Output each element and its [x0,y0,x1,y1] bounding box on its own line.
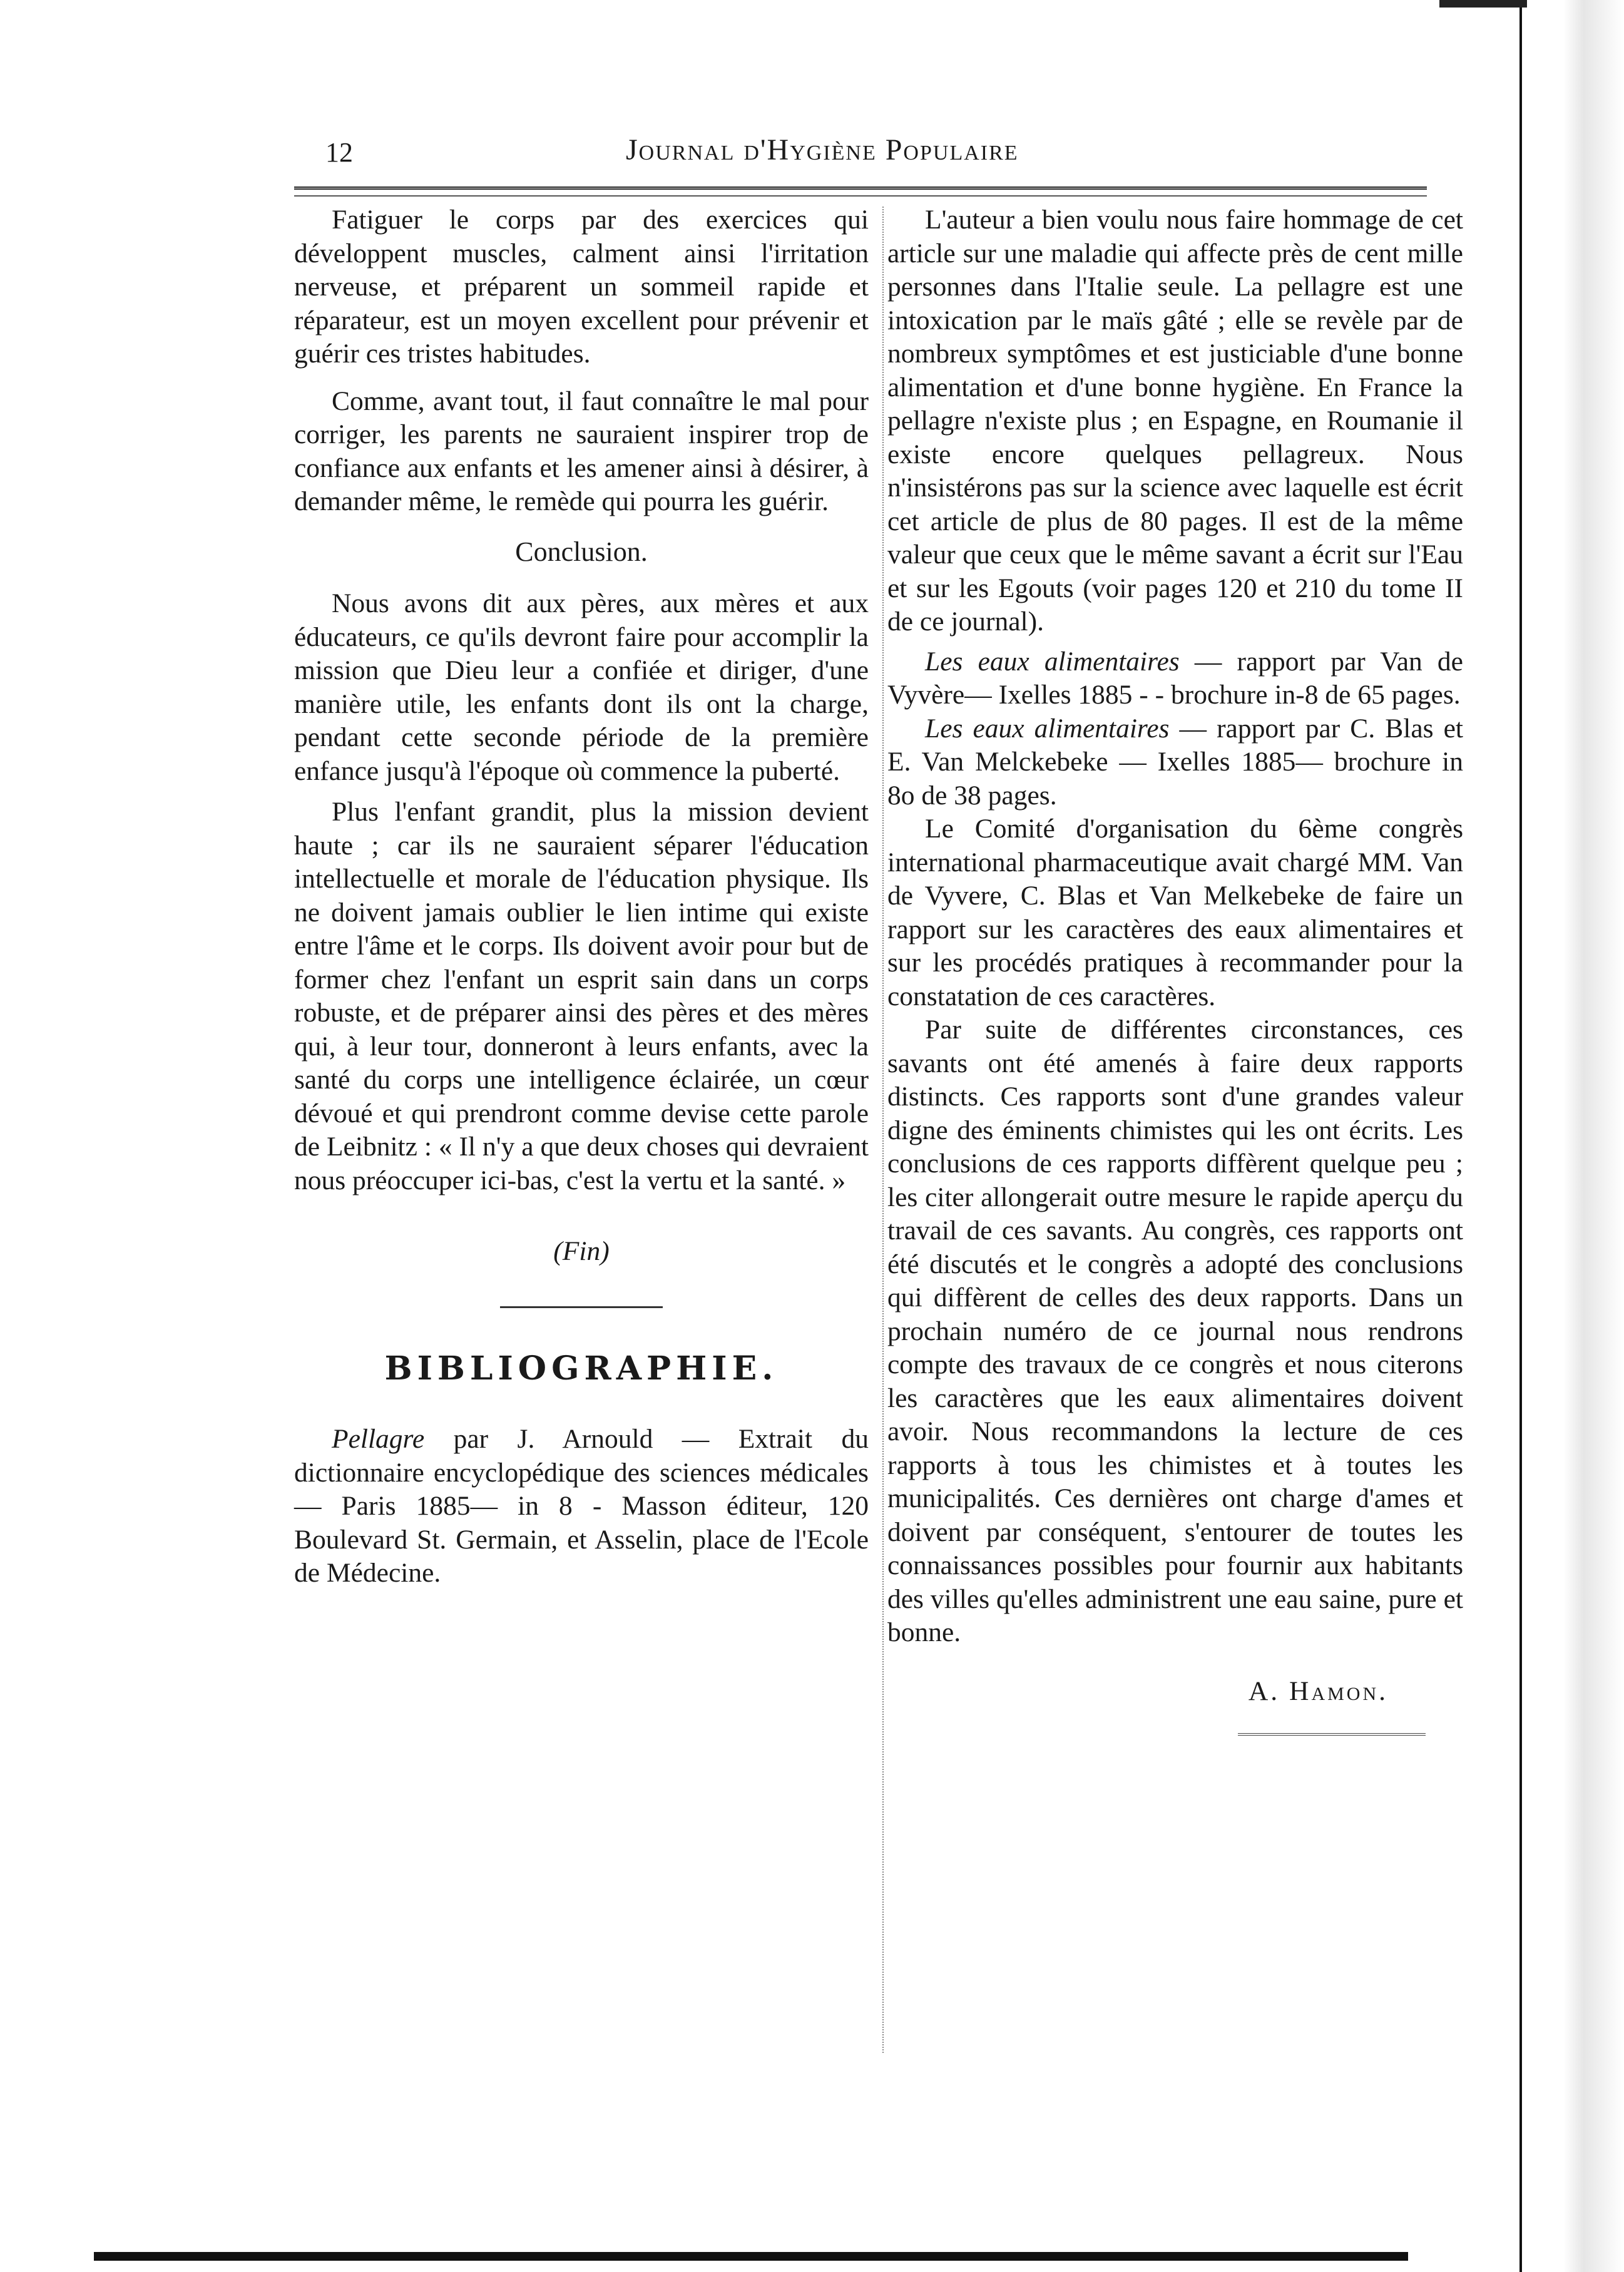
scan-page-edge [1489,0,1624,2272]
reference-title: Les eaux alimentaires [925,646,1180,677]
reference-details: — rapport par C. Blas et E. Van Melckebeke — Ixelles 1885— brochure in 8o de 38 pages. [887,713,1463,811]
left-column [294,203,869,1590]
fin-marker: (Fin) [553,1236,610,1266]
section-rule [500,1306,663,1308]
paragraph: Nous avons dit aux pères, aux mères et aux éducateurs, ce qu'ils devront faire pour accomplir la mission que Dieu leur a confiée et diriger, d'une manière utile, les enfants dont ils ont la charge, pendant cette seconde période de la première enfance jusqu'à l'époque où commence la puberté. [294,588,869,786]
paragraph: L'auteur a bien voulu nous faire hommage de cet article sur une maladie qui affecte près de cent mille personnes dans l'Italie seule. La pellagre est une intoxication par le maïs gâté ; elle se revèle par de nombreux symptômes et est justiciable d'une bonne alimentation et d'une bonne hygiène. En France la pellagre n'existe plus ; en Espagne, en Roumanie il existe encore quelques pellagreux. Nous n'insistérons pas sur la science avec laquelle est écrit cet article de plus de 80 pages. Il est de la même valeur que ceux que le même savant a écrit sur l'Eau et sur les Egouts (voir pages 120 et 210 du tome II de ce journal). [887,205,1463,637]
paragraph: Comme, avant tout, il faut connaître le mal pour corriger, les parents ne sauraient inspirer trop de confiance aux enfants et les amener ainsi à désirer, à demander même, le remède qui pourra les guérir. [294,386,869,516]
entry-details: par J. Arnould — Extrait du dictionnaire encyclopédique des sciences médicales — Paris 1885— in 8 - Masson éditeur, 120 Boulevard St. Germain, et Asselin, place de l'Ecole de Médecine. [294,1424,869,1588]
page-number: 12 [325,137,353,168]
paragraph: Le Comité d'organisation du 6ème congrès international pharmaceutique avait chargé MM. Van de Vyvere, C. Blas et Van Melkebeke de faire un rapport sur les caractères des eaux alimentaires et sur les procédés pratiques à recommander pour la constatation de ces caractères. [887,814,1463,1011]
bibliography-title: BIBLIOGRAPHIE. [384,1349,779,1388]
entry-title: Pellagre [332,1424,425,1454]
reference-entry [887,712,1463,813]
paragraph: Fatiguer le corps par des exercices qui développent muscles, calment ainsi l'irritation nerveuse, et préparent un sommeil rapide et réparateur, est un moyen excellent pour prévenir et guérir ces tristes habitudes. [294,205,869,369]
reference-title: Les eaux alimentaires [925,713,1170,744]
column-divider [882,207,884,2053]
running-title: Journal d'Hygiène Populaire [626,133,1019,166]
bibliography-entry [294,1423,869,1590]
scan-corner-mark [1439,0,1527,8]
conclusion-title: Conclusion. [515,536,648,567]
scan-bottom-edge [94,2252,1408,2261]
end-rule [1238,1733,1426,1736]
scan-edge-line [1519,0,1522,2272]
right-column [887,203,1463,1736]
header-rule [294,187,1427,190]
reference-entry [887,645,1463,712]
header-rule-thin [294,195,1427,197]
paragraph: Plus l'enfant grandit, plus la mission devient haute ; car ils ne sauraient séparer l'éducation intellectuelle et morale de l'éducation physique. Ils ne doivent jamais oublier le lien intime qui existe entre l'âme et le corps. Ils doivent avoir pour but de former chez l'enfant un esprit sain dans un corps robuste, et de préparer ainsi des pères et des mères qui, à leur tour, donneront à leurs enfants, avec la santé du corps une intelligence éclairée, un cœur dévoué et qui prendront comme devise cette parole de Leibnitz : « Il n'y a que deux choses qui devraient nous préoccuper ici-bas, c'est la vertu et la santé. » [294,797,869,1195]
paragraph: Par suite de différentes circonstances, ces savants ont été amenés à faire deux rapports distincts. Ces rapports sont d'une grandes valeur digne des éminents chimistes qui les ont écrits. Les conclusions de ces rapports diffèrent quelque peu ; les citer allongerait outre mesure le rapide aperçu du travail de ces savants. Au congrès, ces rapports ont été discutés et le congrès a adopté des conclusions qui diffèrent de celles des deux rapports. Dans un prochain numéro de ce journal nous rendrons compte des travaux de ce congrès et nous citerons les caractères que les eaux alimentaires doivent avoir. Nous recommandons la lecture de ces rapports à tous les chimistes et à toutes les municipalités. Ces dernières ont charge d'ames et doivent par conséquent, s'entourer de toutes les connaissances possibles pour fournir aux habitants des villes qu'elles administrent une eau saine, pure et bonne. [887,1015,1463,1647]
author-signature: A. Hamon. [1248,1676,1388,1706]
reference-details: — rapport par Van de Vyvère— Ixelles 1885 - - brochure in-8 de 65 pages. [887,646,1463,710]
